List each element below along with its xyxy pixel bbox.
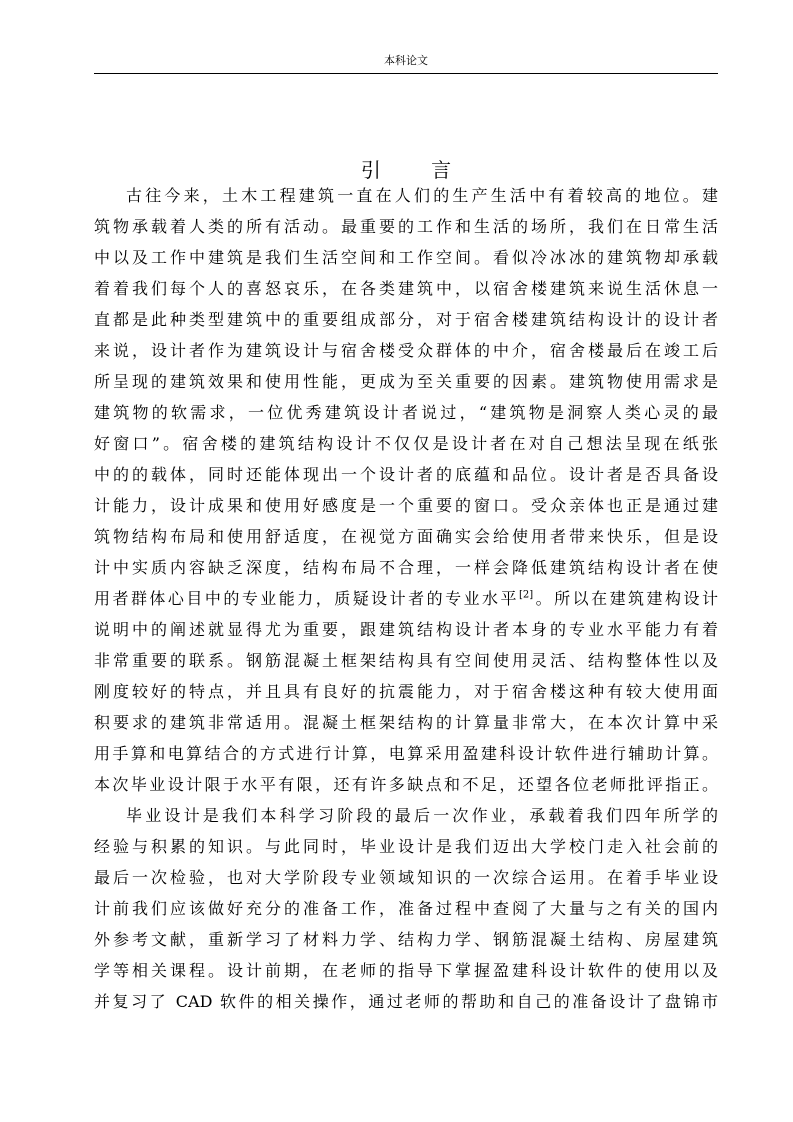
text-line: 所呈现的建筑效果和使用性能，更成为至关重要的因素。建筑物使用需求是	[94, 372, 718, 391]
citation-marker: [2]	[519, 589, 534, 601]
text-segment: 用者群体心目中的专业能力，质疑设计者的专业水平	[94, 589, 520, 608]
text-line: 计中实质内容缺乏深度，结构布局不合理，一样会降低建筑结构设计者在使	[94, 558, 718, 577]
running-header-title: 本科论文	[384, 54, 428, 67]
text-line: 计前我们应该做好充分的准备工作，准备过程中查阅了大量与之有关的国内	[94, 899, 718, 918]
paragraph-2	[94, 800, 718, 1017]
text-line: 着着我们每个人的喜怒哀乐，在各类建筑中，以宿舍楼建筑来说生活休息一	[94, 279, 718, 298]
text-line: 建筑物的软需求，一位优秀建筑设计者说过，“建筑物是洞察人类心灵的最	[94, 403, 718, 422]
text-line: 本次毕业设计限于水平有限，还有许多缺点和不足，还望各位老师批评指正。	[94, 775, 718, 794]
text-line: 中的的载体，同时还能体现出一个设计者的底蕴和品位。设计者是否具备设	[94, 465, 718, 484]
text-line: 计能力，设计成果和使用好感度是一个重要的窗口。受众亲体也正是通过建	[94, 496, 718, 515]
text-line: 刚度较好的特点，并且具有良好的抗震能力，对于宿舍楼这种有较大使用面	[94, 682, 718, 701]
section-heading: 引 言	[360, 158, 474, 182]
text-line: 并复习了 CAD 软件的相关操作，通过老师的帮助和自己的准备设计了盘锦市	[94, 992, 718, 1011]
text-line: 学等相关课程。设计前期，在老师的指导下掌握盈建科设计软件的使用以及	[94, 961, 718, 980]
paragraph-1	[94, 180, 718, 800]
text-line-with-citation	[94, 583, 718, 614]
text-line: 好窗口”。宿舍楼的建筑结构设计不仅仅是设计者在对自己想法呈现在纸张	[94, 434, 718, 453]
text-line: 直都是此种类型建筑中的重要组成部分，对于宿舍楼建筑结构设计的设计者	[94, 310, 718, 329]
text-line: 经验与积累的知识。与此同时，毕业设计是我们迈出大学校门走入社会前的	[94, 837, 718, 856]
text-line: 外参考文献，重新学习了材料力学、结构力学、钢筋混凝土结构、房屋建筑	[94, 930, 718, 949]
running-header	[94, 54, 718, 74]
text-line: 筑物结构布局和使用舒适度，在视觉方面确实会给使用者带来快乐，但是设	[94, 527, 718, 546]
text-line: 积要求的建筑非常适用。混凝土框架结构的计算量非常大，在本次计算中采	[94, 713, 718, 732]
text-line: 筑物承载着人类的所有活动。最重要的工作和生活的场所，我们在日常生活	[94, 217, 718, 236]
text-line: 来说，设计者作为建筑设计与宿舍楼受众群体的中介，宿舍楼最后在竣工后	[94, 341, 718, 360]
text-line: 说明中的阐述就显得尤为重要，跟建筑结构设计者本身的专业水平能力有着	[94, 620, 718, 639]
text-line: 最后一次检验，也对大学阶段专业领域知识的一次综合运用。在着手毕业设	[94, 868, 718, 887]
text-segment: 。所以在建筑建构设计	[533, 589, 718, 608]
body-text	[94, 180, 718, 1017]
text-line: 毕业设计是我们本科学习阶段的最后一次作业，承载着我们四年所学的	[126, 806, 718, 825]
text-line: 古往今来，土木工程建筑一直在人们的生产生活中有着较高的地位。建	[126, 186, 718, 205]
text-line: 中以及工作中建筑是我们生活空间和工作空间。看似冷冰冰的建筑物却承载	[94, 248, 718, 267]
text-line: 非常重要的联系。钢筋混凝土框架结构具有空间使用灵活、结构整体性以及	[94, 651, 718, 670]
text-line: 用手算和电算结合的方式进行计算，电算采用盈建科设计软件进行辅助计算。	[94, 744, 718, 763]
